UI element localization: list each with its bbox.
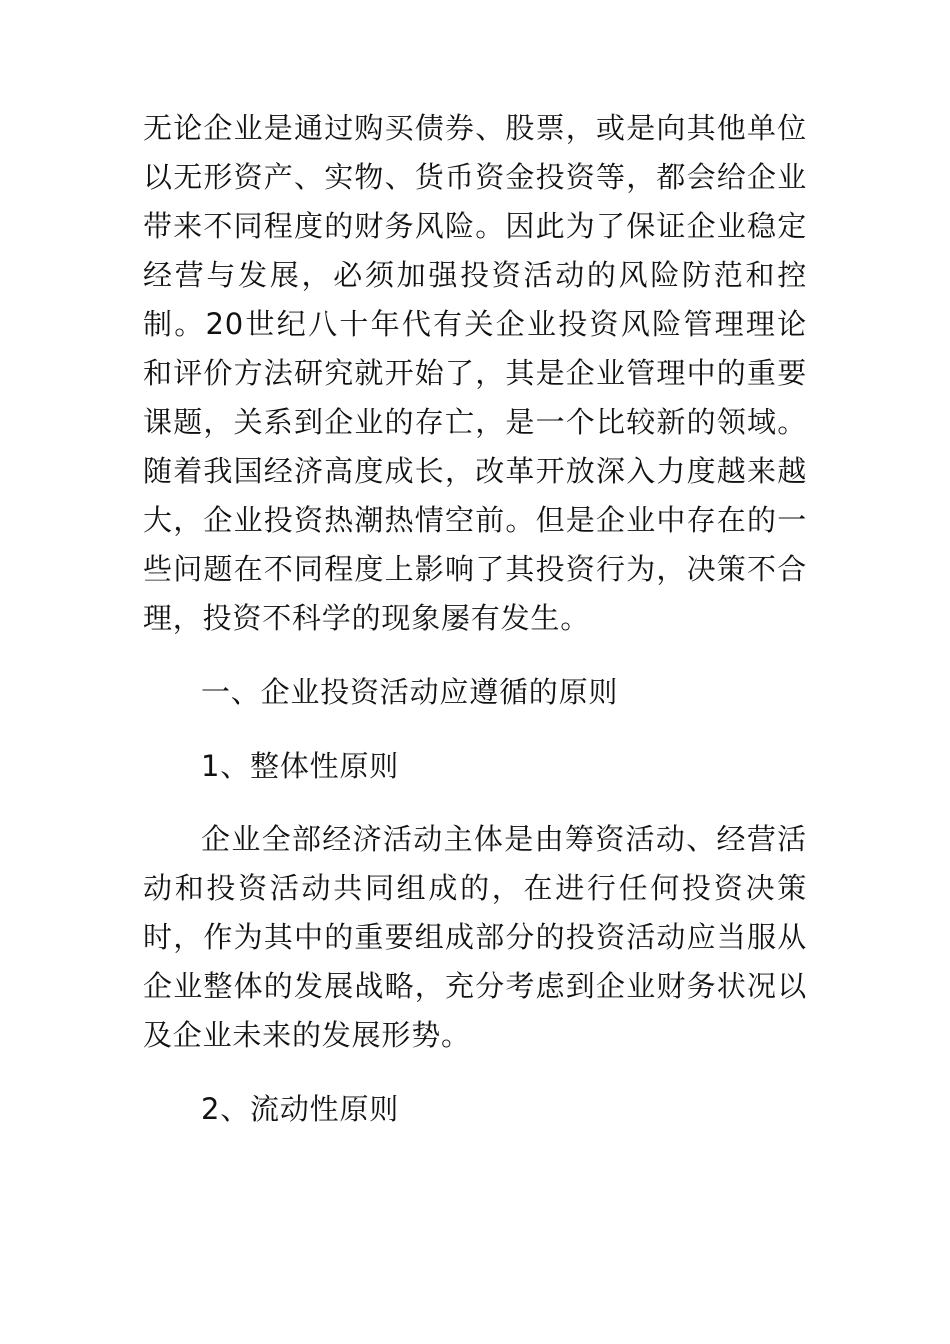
subheading-integrity-principle: 1、整体性原则 — [201, 749, 400, 783]
spacer — [143, 1060, 807, 1085]
section-heading-principles: 一、企业投资活动应遵循的原则 — [201, 675, 619, 709]
intro-paragraph: 无论企业是通过购买债券、股票，或是向其他单位以无形资产、实物、货币资金投资等，都会给企业带来不同程度的财务风险。因此为了保证企业稳定经营与发展，必须加强投资活动的风险防范和控制。20世纪八十年代有关企业投资风险管理理论和评价方法研究就开始了，其是企业管理中的重要课题，关系到企业的存亡，是一个比较新的领域。随着我国经济高度成长，改革开放深入力度越来越大，企业投资热潮热情空前。但是企业中存在的一些问题在不同程度上影响了其投资行为，决策不合理，投资不科学的现象屡有发生。 — [143, 111, 807, 635]
spacer — [143, 643, 807, 668]
subheading-liquidity-principle: 2、流动性原则 — [201, 1092, 400, 1126]
document-body — [143, 104, 807, 1134]
spacer — [143, 791, 807, 815]
integrity-principle-paragraph: 企业全部经济活动主体是由筹资活动、经营活动和投资活动共同组成的，在进行任何投资决策时，作为其中的重要组成部分的投资活动应当服从企业整体的发展战略，充分考虑到企业财务状况以及企业未来的发展形势。 — [143, 822, 807, 1052]
spacer — [143, 717, 807, 742]
